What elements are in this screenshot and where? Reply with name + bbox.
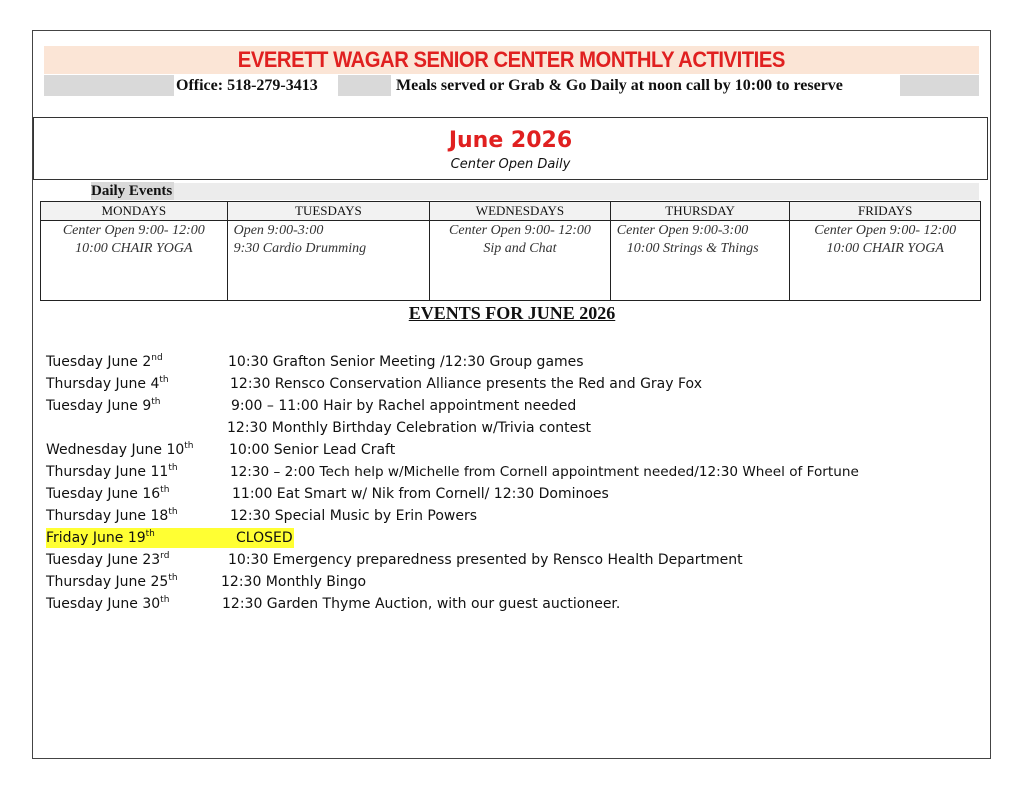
event-description: 10:30 Grafton Senior Meeting /12:30 Group games: [228, 354, 584, 370]
event-date: Tuesday June 16th: [46, 485, 170, 502]
event-date: Thursday June 11th: [46, 463, 178, 480]
schedule-line: 9:30 Cardio Drumming: [233, 241, 367, 256]
event-date: Thursday June 18th: [46, 507, 178, 524]
column-body: [228, 221, 430, 258]
event-date: Tuesday June 23rd: [46, 551, 170, 568]
meals-info: Meals served or Grab & Go Daily at noon call by 10:00 to reserve: [396, 77, 843, 94]
event-description: 12:30 Rensco Conservation Alliance presents the Red and Gray Fox: [230, 376, 702, 392]
schedule-column-wednesdays: [430, 202, 611, 300]
column-body: [41, 221, 227, 258]
daily-events-band: [91, 183, 979, 200]
event-row: [0, 461, 1024, 483]
event-row: [0, 351, 1024, 373]
event-row-highlighted: [0, 527, 1024, 549]
event-row: [0, 593, 1024, 615]
event-date: Wednesday June 10th: [46, 441, 194, 458]
column-header: TUESDAYS: [228, 202, 430, 221]
month-title: June 2026: [448, 128, 573, 153]
event-date: Tuesday June 9th: [46, 397, 161, 414]
event-description: 10:30 Emergency preparedness presented by Rensco Health Department: [228, 552, 743, 568]
event-description: 11:00 Eat Smart w/ Nik from Cornell/ 12:30 Dominoes: [232, 486, 609, 502]
month-subtitle: Center Open Daily: [450, 157, 571, 172]
schedule-column-mondays: [41, 202, 228, 300]
event-row: [0, 417, 1024, 439]
office-phone: Office: 518-279-3413: [176, 77, 318, 94]
schedule-column-tuesdays: [228, 202, 431, 300]
schedule-line: Center Open 9:00- 12:00: [62, 223, 205, 238]
event-row: [0, 439, 1024, 461]
column-header: THURSDAY: [611, 202, 790, 221]
event-row: [0, 373, 1024, 395]
event-date: Friday June 19th: [46, 529, 155, 546]
event-description: 12:30 Special Music by Erin Powers: [230, 508, 478, 524]
event-description: 12:30 Monthly Birthday Celebration w/Trivia contest: [227, 420, 592, 436]
schedule-line: Center Open 9:00- 12:00: [449, 223, 591, 238]
daily-events-label: Daily Events: [91, 183, 173, 199]
event-row: [0, 549, 1024, 571]
event-description: 12:30 – 2:00 Tech help w/Michelle from Cornell appointment needed/12:30 Wheel of Fortune: [230, 464, 859, 480]
event-date: Tuesday June 2nd: [46, 353, 163, 370]
column-body: [430, 221, 610, 258]
event-row: [0, 505, 1024, 527]
event-date: Thursday June 25th: [46, 573, 178, 590]
event-row: [0, 483, 1024, 505]
month-box: [33, 117, 988, 180]
schedule-line: Center Open 9:00- 12:00: [814, 223, 957, 238]
daily-schedule-table: [40, 201, 981, 301]
event-date: Tuesday June 30th: [46, 595, 170, 612]
title-band: [44, 46, 979, 74]
event-date: Thursday June 4th: [46, 375, 169, 392]
schedule-line: 10:00 Strings & Things: [626, 241, 759, 256]
column-body: [790, 221, 980, 258]
schedule-column-thursday: [611, 202, 791, 300]
schedule-line: 10:00 CHAIR YOGA: [826, 241, 944, 256]
event-description: 12:30 Monthly Bingo: [221, 574, 367, 590]
event-description: 10:00 Senior Lead Craft: [229, 442, 396, 458]
event-description: 9:00 – 11:00 Hair by Rachel appointment needed: [231, 398, 577, 414]
schedule-line: 10:00 CHAIR YOGA: [75, 241, 193, 256]
column-header: MONDAYS: [41, 202, 227, 221]
schedule-line: Center Open 9:00-3:00: [616, 223, 749, 238]
event-row: [0, 395, 1024, 417]
schedule-line: Sip and Chat: [483, 241, 557, 256]
event-description: CLOSED: [236, 530, 293, 546]
events-heading-row: [0, 302, 1024, 324]
column-header: FRIDAYS: [790, 202, 980, 221]
event-description: 12:30 Garden Thyme Auction, with our guest auctioneer.: [222, 596, 621, 612]
event-row: [0, 571, 1024, 593]
center-title: EVERETT WAGAR SENIOR CENTER MONTHLY ACTIVITIES: [237, 47, 786, 72]
schedule-column-fridays: [790, 202, 980, 300]
column-body: [611, 221, 790, 258]
events-heading: EVENTS FOR JUNE 2026: [408, 303, 616, 323]
schedule-line: Open 9:00-3:00: [233, 223, 324, 238]
column-header: WEDNESDAYS: [430, 202, 610, 221]
